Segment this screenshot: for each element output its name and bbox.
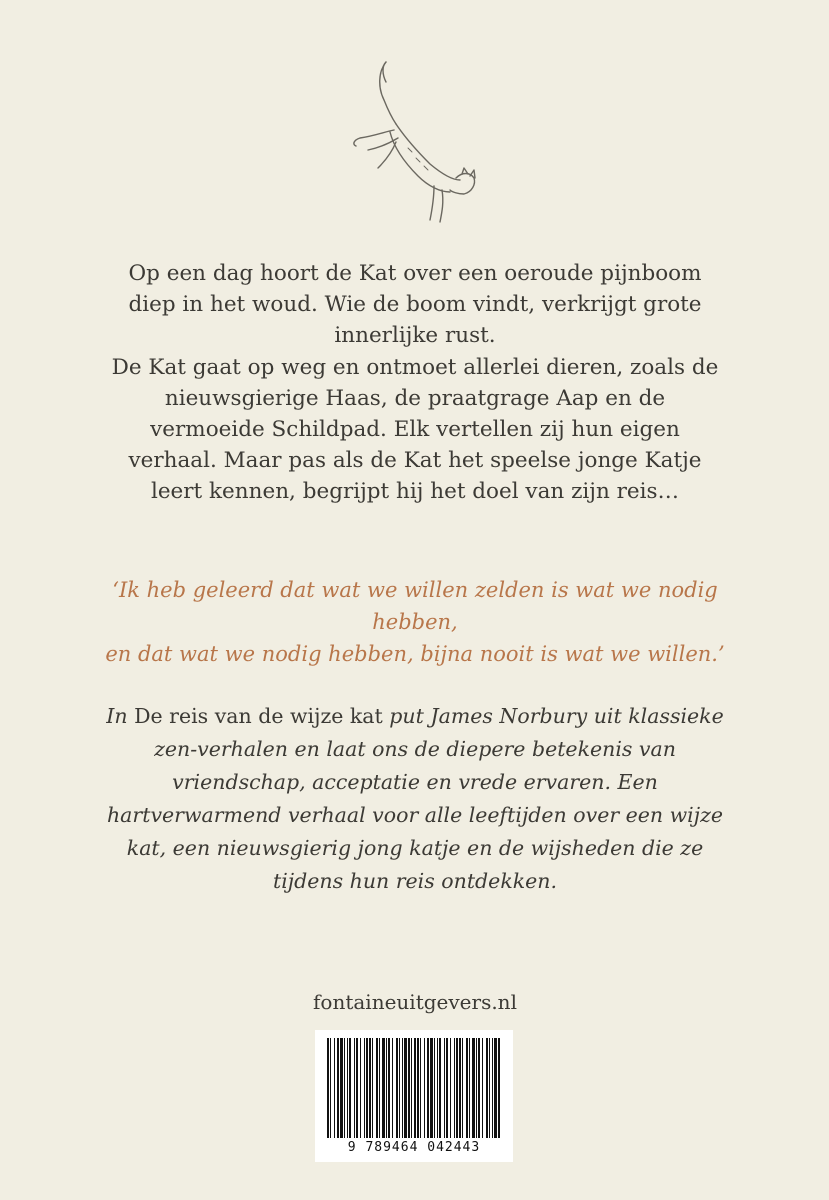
barcode-bar [427, 1038, 429, 1138]
barcode-bar [492, 1038, 493, 1138]
barcode-bar [437, 1038, 438, 1138]
isbn-number: 9 789464 042443 [347, 1140, 481, 1155]
barcode-bar [472, 1038, 475, 1138]
barcode-bar [366, 1038, 368, 1138]
barcode-bar [337, 1038, 339, 1138]
synopsis-paragraph-1: Op een dag hoort de Kat over een oeroude pijnboom diep in het woud. Wie de boom vindt, verkrijgt grote innerlijke rust. [128, 261, 702, 348]
book-blurb [95, 700, 735, 898]
barcode-bar [434, 1038, 435, 1138]
barcode-bar [446, 1038, 448, 1138]
barcode-bar [454, 1038, 455, 1138]
barcode-bar [466, 1038, 468, 1138]
blurb-prefix: In [106, 704, 128, 728]
barcode-bar [498, 1038, 500, 1138]
barcode-bar [344, 1038, 345, 1138]
barcode-bar [417, 1038, 419, 1138]
barcode-bar [408, 1038, 410, 1138]
barcode-bar [494, 1038, 497, 1138]
barcode-bar [356, 1038, 358, 1138]
blurb-book-title: De reis van de wijze kat [127, 704, 390, 728]
blurb-text: put James Norbury uit klassieke zen-verhalen en laat ons de diepere betekenis van vriendschap, acceptatie en vrede ervaren. Een hartverwarmend verhaal voor alle leeftijden over een wijze kat, een nieuwsgierig jong katje en de wijsheden die ze tijdens hun reis ontdekken. [106, 704, 724, 893]
jumping-cat-icon [338, 52, 488, 230]
barcode-bar [456, 1038, 458, 1138]
barcode-bar [396, 1038, 398, 1138]
barcode-bar [462, 1038, 463, 1138]
barcode-bar [327, 1038, 329, 1138]
quote-line-2: en dat wat we nodig hebben, bijna nooit is wat we willen.’ [105, 642, 725, 666]
barcode-bar [386, 1038, 387, 1138]
barcode-bar [347, 1038, 348, 1138]
barcode-bar [424, 1038, 425, 1138]
barcode-bar [482, 1038, 483, 1138]
barcode-bar [340, 1038, 343, 1138]
barcode-bar [379, 1038, 380, 1138]
barcode-bar [411, 1038, 412, 1138]
barcode-bar [354, 1038, 355, 1138]
barcode-bar [382, 1038, 385, 1138]
barcode-bar [478, 1038, 480, 1138]
barcode-bar [414, 1038, 416, 1138]
barcode-bar [450, 1038, 451, 1138]
barcode-bar [392, 1038, 393, 1138]
barcode-bar [372, 1038, 373, 1138]
publisher-website: fontaineuitgevers.nl [313, 990, 517, 1014]
synopsis-paragraph-2: De Kat gaat op weg en ontmoet allerlei dieren, zoals de nieuwsgierige Haas, de praatgrage Aap en de vermoeide Schildpad. Elk vertellen zij hun eigen verhaal. Maar pas als de Kat het speelse jonge Katje leert kennen, begrijpt hij het doel van zijn reis… [111, 355, 719, 504]
barcode-bar [369, 1038, 371, 1138]
barcode-bar [402, 1038, 403, 1138]
barcode-bar [430, 1038, 433, 1138]
barcode [315, 1030, 513, 1162]
barcode-bar [388, 1038, 390, 1138]
barcode-bar [364, 1038, 365, 1138]
barcode-bar [486, 1038, 488, 1138]
barcode-bar [459, 1038, 461, 1138]
barcode-bar [399, 1038, 400, 1138]
barcode-bar [476, 1038, 477, 1138]
pull-quote [80, 574, 750, 670]
quote-line-1: ‘Ik heb geleerd dat wat we willen zelden is wat we nodig hebben, [112, 578, 718, 634]
barcode-bars [327, 1038, 501, 1138]
barcode-bar [360, 1038, 361, 1138]
barcode-bar [330, 1038, 331, 1138]
barcode-bar [404, 1038, 407, 1138]
barcode-bar [469, 1038, 470, 1138]
barcode-bar [349, 1038, 351, 1138]
barcode-bar [444, 1038, 445, 1138]
barcode-bar [489, 1038, 490, 1138]
barcode-bar [334, 1038, 335, 1138]
barcode-bar [376, 1038, 378, 1138]
barcode-bar [439, 1038, 441, 1138]
barcode-bar [420, 1038, 421, 1138]
